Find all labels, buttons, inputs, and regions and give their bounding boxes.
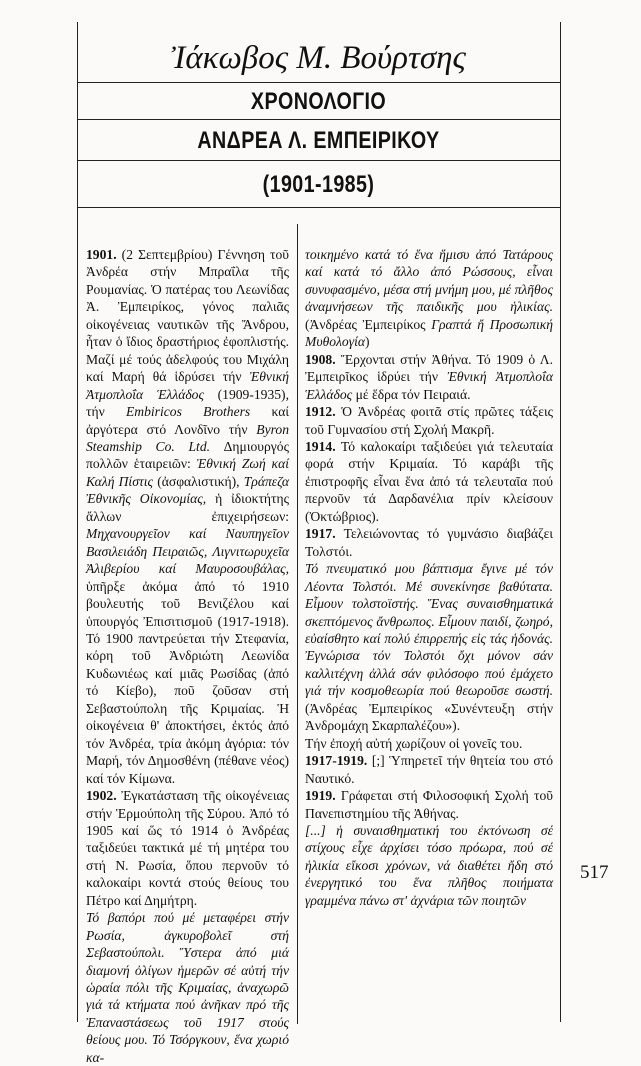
entry-1902: 1902. Ἐγκατάσταση τῆς οἰκογένειας στήν Ἑρμούπολη τῆς Σύρου. Ἀπό τό 1905 καί ὥς τό 1914 ὁ Ἀνδρέας ταξιδεύει τακτικά μέ τή μητέρα του στή Ν. Ρωσία, ὅπου περνοῦν τό καλοκαίρι κοντά στούς θείους του Πέτρο καί Δημήτρη. — [86, 788, 289, 908]
rule-3 — [77, 160, 560, 161]
title-subject: ΑΝΔΡΕΑ Λ. ΕΜΠΕΙΡΙΚΟΥ — [197, 127, 440, 154]
quote-poems: [...] ἡ συναισθηματική του ἐκτόνωση σέ στίχους εἶχε ἀρχίσει τόσο πρόωρα, πού σέ ἡλικία εἴκοσι χρόνων, νά διαθέτει ἤδη στό ἐνεργητικό του ἕνα πλῆθος ποιήματα γραμμένα πάνω στ' ἀχνάρια τῶν ποιητῶν — [305, 822, 553, 908]
frame-left-line — [77, 22, 78, 1022]
entry-1919: 1919. Γράφεται στή Φιλοσοφική Σχολή τοῦ Πανεπιστημίου τῆς Ἀθήνας. — [305, 788, 553, 821]
entry-1908: 1908. Ἔρχονται στήν Ἀθήνα. Τό 1909 ὁ Λ. Ἐμπειρῖκος ἱδρύει τήν Ἐθνική Ἀτμοπλοΐα Ἑλλάδος μέ ἕδρα τόν Πειραιά. — [305, 351, 553, 402]
title-years: (1901-1985) — [262, 171, 375, 198]
entry-1914: 1914. Τό καλοκαίρι ταξιδεύει γιά τελευταία φορά στήν Κριμαία. Τό καράβι τῆς ἐπιστροφῆς εἶναι ἕνα ἀπό τά τελευταῖα πού περνοῦν τά Δαρδανέλια πρίν κλείσουν (Ὀκτώβριος). — [305, 438, 553, 524]
parents-separate: Τήν ἐποχή αὐτή χωρίζουν οἱ γονεῖς του. — [305, 735, 523, 751]
rule-4 — [77, 207, 560, 208]
entry-1901: 1901. (2 Σεπτεμβρίου) Γέννηση τοῦ Ἀνδρέα στήν Μπραΐλα τῆς Ρουμανίας. Ὁ πατέρας του Λεωνίδας Ἀ. Ἐμπειρίκος, γόνος παλιᾶς οἰκογένειας ναυτικῶν τῆς Ἄνδρου, ἦταν ὁ ἴδιος δραστήριος ἐφοπλιστής. Μαζί μέ τούς ἀδελφούς του Μιχάλη καί Μαρή θά ἱδρύσει τήν Ἐθνική Ἀτμοπλοΐα Ἑλλάδος (1909-1935), τήν Embiricos Brothers καί ἀργότερα στό Λονδῖνο τήν Byron Steamship Co. Ltd. Δημιουργός πολλῶν ἑταιρειῶν: Ἐθνική Ζωή καί Καλή Πίστις (ἀσφαλιστική), Τράπεζα Ἐθνικῆς Οἰκονομίας, ἡ ἰδιοκτήτης ἄλλων ἐπιχειρήσεων: Μηχανουργεῖον καί Ναυπηγεῖον Βασιλειάδη Πειραιῶς, Λιγνιτωρυχεῖα Ἀλιβερίου καί Μαυροσουβάλας, ὑπῆρξε ἀκόμα ἀπό τό 1910 βουλευτής τοῦ Βενιζέλου καί ὑπουργός Ἐπισιτισμοῦ (1917-1918). Τό 1900 παντρεύεται τήν Στεφανία, κόρη τοῦ Ἀνδριώτη Λεωνίδα Κυδωνιέως καί μιᾶς Ρωσίδας (ἀπό τό Κίεβο), ποῦ ζοῦσαν στή Σεβαστούπολη τῆς Κριμαίας. Ἡ οἰκογένεια θ' ἀποκτήσει, ἐκτός ἀπό τόν Ἀνδρέα, τρία ἀκόμη ἀγόρια: τόν Μαρή, τόν Δημοσθένη (πέθανε νέος) καί τόν Κίμωνα. — [86, 247, 289, 786]
rule-2 — [77, 119, 560, 120]
column-divider — [297, 224, 298, 1024]
quote-continuation: τοικημένο κατά τό ἕνα ἥμισυ ἀπό Τατάρους καί κατά τό ἄλλο ἀπό Ρώσσους, εἶναι συνυφασμένο, μέσα στή μνήμη μου, μέ πλῆθος ἀναμνήσεων τῆς παιδικῆς μου ἡλικίας. (Ἀνδρέας Ἐμπειρίκος Γραπτά ἤ Προσωπική Μυθολογία) — [305, 247, 553, 350]
right-column — [305, 246, 553, 909]
entry-1917-1919: 1917-1919. [;] Ὑπηρετεῖ τήν θητεία του στό Ναυτικό. — [305, 753, 553, 786]
frame-right-line — [560, 22, 561, 1022]
left-column — [86, 246, 289, 1066]
quote-tolstoy: Τό πνευματικό μου βάπτισμα ἔγινε μέ τόν Λέοντα Τολστόι. Μέ συνεκίνησε βαθύτατα. Εἶμουν τολστοϊστής. Ἕνας συναισθηματικά σκεπτόμενος ἄνθρωπος. Εἶμουν παιδί, ζωηρό, εὐαίσθητο καί πολύ ἐπιρρεπής εἰς τάς ἡδονάς. Ἐγνώρισα τόν Τολστόι ὄχι μόνον σάν καλλιτέχνη ἀλλά σάν φιλόσοφο πού ἐμάχετο γιά τήν κοσμοθεωρία πού θεωροῦσε σωστή. (Ἀνδρέας Ἐμπειρίκος «Συνέντευξη στήν Ἀνδρομάχη Σκαρπαλέζου»). — [305, 561, 553, 734]
entry-1912: 1912. Ὁ Ἀνδρέας φοιτᾶ στίς πρῶτες τάξεις τοῦ Γυμνασίου στή Σχολή Μακρῆ. — [305, 404, 553, 437]
title-chronology: ΧΡΟΝΟΛΟΓΙΟ — [250, 88, 387, 115]
author-name: Ἰάκωβος Μ. Βούρτσης — [171, 40, 466, 76]
rule-1 — [77, 82, 560, 83]
quote-crimea: Τό βαπόρι πού μέ μεταφέρει στήν Ρωσία, ἀγκυροβολεῖ στή Σεβαστούπολι. Ὕστερα ἀπό μιά διαμονή ὀλίγων ἡμερῶν σέ αὐτή τήν ὡραία πόλι τῆς Κριμαίας, ἀναχωρῶ γιά τά κτήματα πού ἀνῆκαν πρό τῆς Ἐπαναστάσεως τοῦ 1917 στούς θείους μου. Τό Τσόργκουν, ἕνα χωριό κα- — [86, 910, 289, 1065]
entry-1917: 1917. Τελειώνοντας τό γυμνάσιο διαβάζει Τολστόι. — [305, 526, 553, 559]
page-number: 517 — [580, 862, 609, 883]
